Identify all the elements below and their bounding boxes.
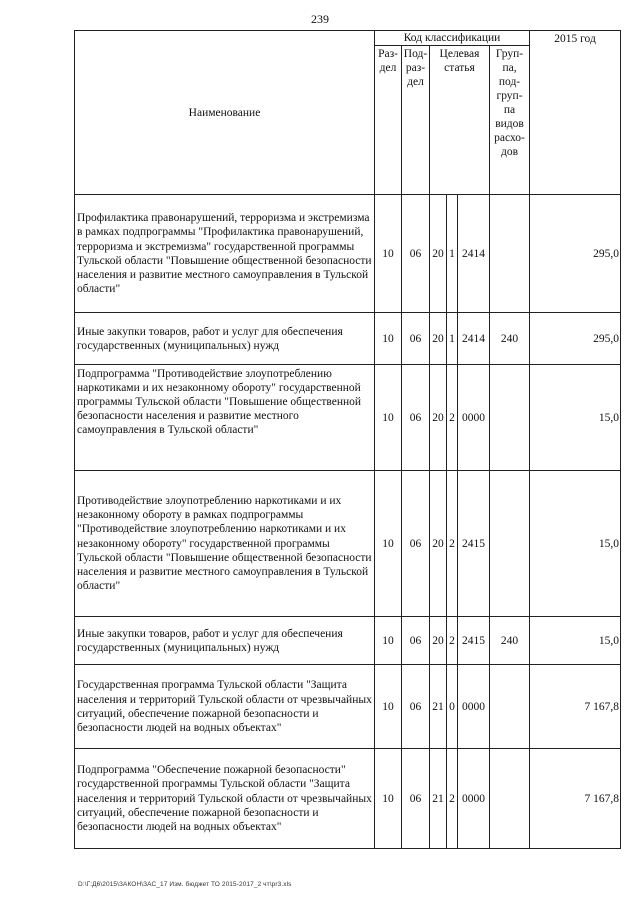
row-subsection: 06 <box>402 365 430 471</box>
row-section: 10 <box>375 313 402 365</box>
row-amount: 15,0 <box>530 365 621 471</box>
row-name: Иные закупки товаров, работ и услуг для обеспечения государственных (муниципальных) нужд <box>75 617 375 665</box>
page-number: 239 <box>311 12 329 26</box>
row-target-3: 2415 <box>458 471 490 617</box>
row-target-1: 20 <box>430 365 447 471</box>
row-amount: 295,0 <box>530 195 621 313</box>
row-target-2: 1 <box>447 313 458 365</box>
table-row <box>75 365 621 471</box>
row-target-2: 2 <box>447 365 458 471</box>
row-section: 10 <box>375 471 402 617</box>
row-target-2: 2 <box>447 617 458 665</box>
row-name: Противодействие злоупотреблению наркотиками и их незаконному обороту в рамках подпрограммы "Противодействие злоупотреблению наркотиками и их незаконному обороту" государственной программы Тульской области "Повышение общественной безопасности населения и развитие местного самоуправления в Тульской области" <box>75 471 375 617</box>
header-name: Наименование <box>75 31 375 195</box>
row-subsection: 06 <box>402 195 430 313</box>
row-target-3: 0000 <box>458 749 490 849</box>
row-amount: 7 167,8 <box>530 665 621 749</box>
row-section: 10 <box>375 665 402 749</box>
row-target-2: 2 <box>447 471 458 617</box>
row-target-1: 21 <box>430 665 447 749</box>
row-target-1: 20 <box>430 313 447 365</box>
row-target-3: 2414 <box>458 313 490 365</box>
header-code-group: Код классификации <box>375 31 530 46</box>
row-name: Иные закупки товаров, работ и услуг для обеспечения государственных (муниципальных) нужд <box>75 313 375 365</box>
row-subsection: 06 <box>402 749 430 849</box>
row-target-3: 2414 <box>458 195 490 313</box>
table-row <box>75 749 621 849</box>
row-amount: 15,0 <box>530 471 621 617</box>
row-expense-group <box>490 749 530 849</box>
row-target-1: 21 <box>430 749 447 849</box>
row-section: 10 <box>375 195 402 313</box>
row-target-3: 0000 <box>458 365 490 471</box>
row-expense-group <box>490 195 530 313</box>
row-amount: 295,0 <box>530 313 621 365</box>
row-target-1: 20 <box>430 471 447 617</box>
row-section: 10 <box>375 617 402 665</box>
row-section: 10 <box>375 365 402 471</box>
row-expense-group <box>490 365 530 471</box>
header-subsection: Под- раз- дел <box>402 46 430 195</box>
row-amount: 15,0 <box>530 617 621 665</box>
row-subsection: 06 <box>402 665 430 749</box>
row-target-1: 20 <box>430 617 447 665</box>
row-target-2: 2 <box>447 749 458 849</box>
header-year: 2015 год <box>530 31 621 195</box>
row-subsection: 06 <box>402 471 430 617</box>
file-path-footer: D:\Г:Д6\2015\ЗАКОН\ЗАС_17 Изм. бюджет ТО 2015-2017_2 чт\pr3.xls <box>78 881 292 888</box>
table-row <box>75 313 621 365</box>
row-subsection: 06 <box>402 617 430 665</box>
row-expense-group: 240 <box>490 617 530 665</box>
row-name: Профилактика правонарушений, терроризма и экстремизма в рамках подпрограммы "Профилактика правонарушений, терроризма и экстремизма" государственной программы Тульской области "Повышение общественной безопасности населения и развитие местного самоуправления в Тульской области" <box>75 195 375 313</box>
row-expense-group <box>490 665 530 749</box>
row-subsection: 06 <box>402 313 430 365</box>
table-row <box>75 471 621 617</box>
row-name: Подпрограмма "Противодействие злоупотреблению наркотиками и их незаконному обороту" государственной программы Тульской области "Повышение общественной безопасности населения и развитие местного самоуправления в Тульской области" <box>75 365 375 471</box>
row-amount: 7 167,8 <box>530 749 621 849</box>
budget-table <box>74 30 621 849</box>
table-row <box>75 617 621 665</box>
row-section: 10 <box>375 749 402 849</box>
row-target-3: 2415 <box>458 617 490 665</box>
header-expense-group: Груп- па, под- груп- па видов расхо- дов <box>490 46 530 195</box>
row-name: Государственная программа Тульской области "Защита населения и территорий Тульской области от чрезвычайных ситуаций, обеспечение пожарной безопасности и безопасности людей на водных объектах" <box>75 665 375 749</box>
row-target-2: 1 <box>447 195 458 313</box>
row-name: Подпрограмма "Обеспечение пожарной безопасности" государственной программы Тульской области "Защита населения и территорий Тульской области от чрезвычайных ситуаций, обеспечение пожарной безопасности и безопасности людей на водных объектах" <box>75 749 375 849</box>
table-row <box>75 665 621 749</box>
table-row <box>75 195 621 313</box>
row-target-2: 0 <box>447 665 458 749</box>
header-target-item: Целевая статья <box>430 46 490 195</box>
row-target-3: 0000 <box>458 665 490 749</box>
row-expense-group <box>490 471 530 617</box>
row-expense-group: 240 <box>490 313 530 365</box>
row-target-1: 20 <box>430 195 447 313</box>
header-section: Раз- дел <box>375 46 402 195</box>
